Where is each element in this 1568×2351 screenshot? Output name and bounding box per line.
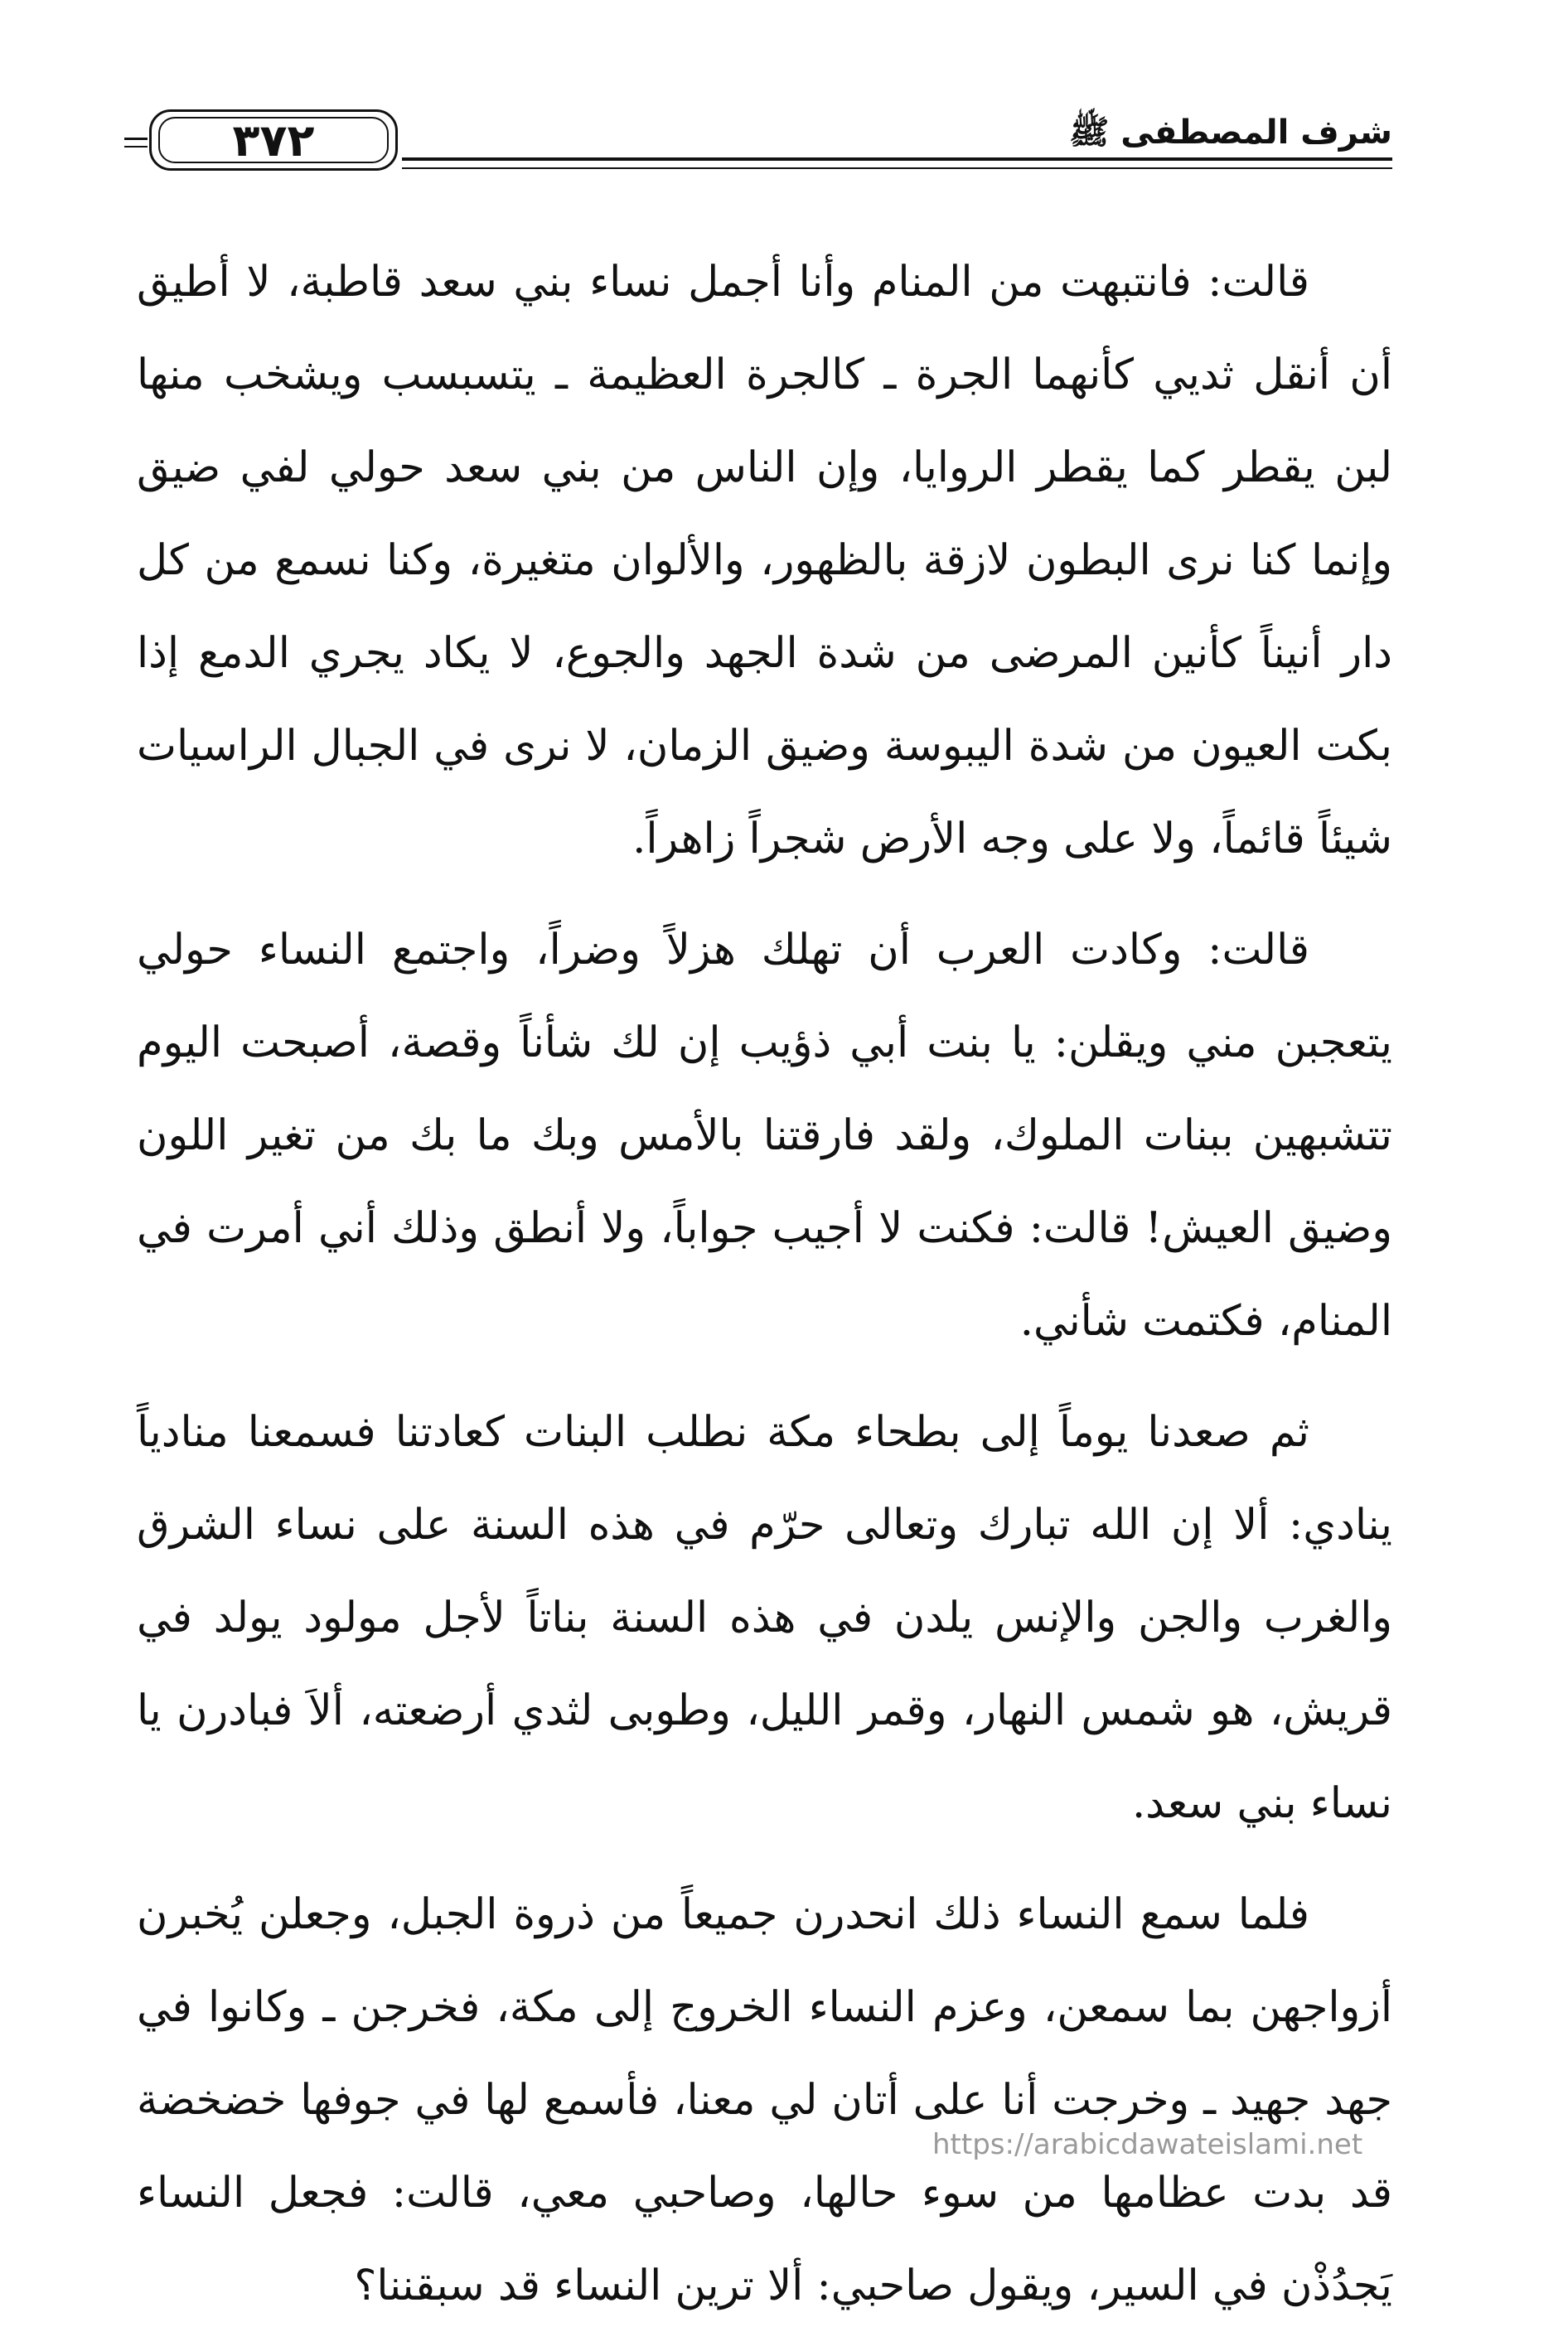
header-rule-left-thin bbox=[124, 146, 148, 148]
paragraph-text: ثم صعدنا يوماً إلى بطحاء مكة نطلب البنات كعادتنا فسمعنا منادياً ينادي: ألا إن الله تبارك وتعالى حرّم في هذه السنة على نساء الشرق والغرب والجن والإنس يلدن في هذه السنة بناتاً لأجل مولود يولد في قريش، هو شمس النهار، وقمر الليل، وطوبى لثدي أرضعته، ألاَ فبادرن يا نساء بني سعد. bbox=[137, 1408, 1392, 1828]
page-header bbox=[124, 99, 1392, 182]
page-number-frame bbox=[149, 109, 398, 171]
paragraph-3 bbox=[137, 1386, 1392, 1850]
book-title: شرف المصطفى ﷺ bbox=[1068, 114, 1392, 152]
paragraph-text: قالت: وكادت العرب أن تهلك هزلاً وضراً، واجتمع النساء حولي يتعجبن مني ويقلن: يا بنت أبي ذؤيب إن لك شأناً وقصة، أصبحت اليوم تتشبهين ببنات الملوك، ولقد فارقتنا بالأمس وبك ما بك من تغير اللون وضيق العيش! قالت: فكنت لا أجيب جواباً، ولا أنطق وذلك أني أمرت في المنام، فكتمت شأني. bbox=[137, 926, 1392, 1346]
paragraph-4 bbox=[137, 1869, 1392, 2333]
paragraph-1 bbox=[137, 236, 1392, 886]
paragraph-2 bbox=[137, 904, 1392, 1368]
paragraph-text: فلما سمع النساء ذلك انحدرن جميعاً من ذروة الجبل، وجعلن يُخبرن أزواجهن بما سمعن، وعزم النساء الخروج إلى مكة، فخرجن ـ وكانوا في جهد جهيد ـ وخرجت أنا على أتان لي معنا، فأسمع لها في جوفها خضخضة قد بدت عظامها من سوء حالها، وصاحبي معي، قالت: فجعل النساء يَجدُذْن في السير، ويقول صاحبي: ألا ترين النساء قد سبقننا؟ bbox=[137, 1890, 1392, 2310]
header-rule-thick bbox=[402, 157, 1392, 161]
page-body bbox=[137, 236, 1392, 2351]
header-rule-left bbox=[124, 138, 148, 140]
paragraph-text: قالت: فانتبهت من المنام وأنا أجمل نساء بني سعد قاطبة، لا أطيق أن أنقل ثديي كأنهما الجرة ـ كالجرة العظيمة ـ يتسبسب ويشخب منها لبن يقطر كما يقطر الروايا، وإن الناس من بني سعد حولي لفي ضيق وإنما كنا نرى البطون لازقة بالظهور، والألوان متغيرة، وكنا نسمع من كل دار أنيناً كأنين المرضى من شدة الجهد والجوع، لا يكاد يجري الدمع إذا بكت العيون من شدة اليبوسة وضيق الزمان، لا نرى في الجبال الراسيات شيئاً قائماً، ولا على وجه الأرض شجراً زاهراً. bbox=[137, 258, 1392, 863]
source-url-watermark: https://arabicdawateislami.net bbox=[932, 2128, 1363, 2161]
header-rule-thin bbox=[402, 167, 1392, 169]
page-number: ٣٧٢ bbox=[232, 114, 315, 167]
